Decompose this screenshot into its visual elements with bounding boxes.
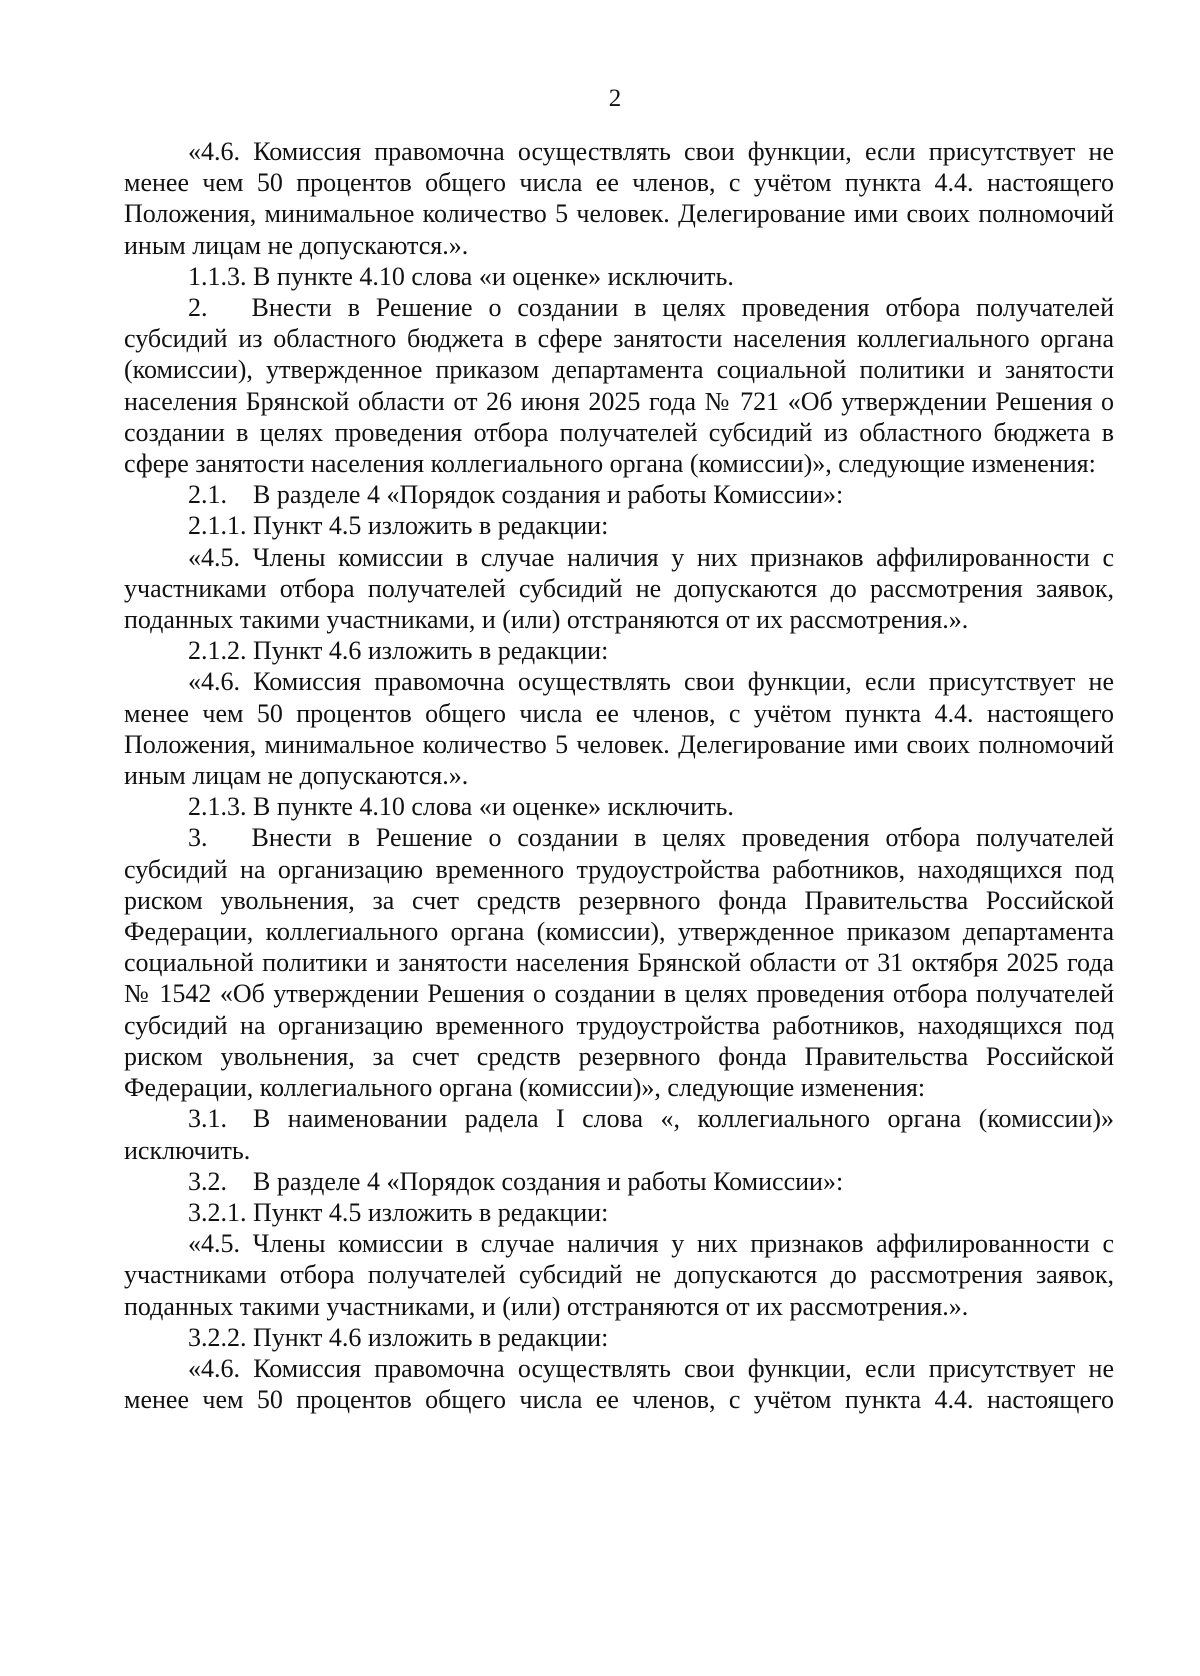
item-number: 2.1. [188,480,227,510]
paragraph-2-1-1: 2.1.1. Пункт 4.5 изложить в редакции: [188,511,609,541]
item-number: 3.2. [188,1166,227,1196]
paragraph-quote-4-6-partial: «4.6. Комиссия правомочна осуществлять свои функции, если присутствует не менее чем 50 процентов общего числа ее членов, с учётом пункта 4.4. настоящего [124,1353,1114,1415]
paragraph-item-3 [124,822,1114,1103]
item-text: В разделе 4 «Порядок создания и работы Комиссии»: [253,1166,844,1196]
page-number: 2 [608,85,622,112]
paragraph-1-1-3: 1.1.3. В пункте 4.10 слова «и оценке» исключить. [188,261,734,291]
paragraph-3-2-1: 3.2.1. Пункт 4.5 изложить в редакции: [188,1197,609,1227]
paragraph-3-1 [124,1103,1114,1165]
item-text: В разделе 4 «Порядок создания и работы Комиссии»: [253,480,844,510]
paragraph-quote-4-6: «4.6. Комиссия правомочна осуществлять свои функции, если присутствует не менее чем 50 процентов общего числа ее членов, с учётом пункта 4.4. настоящего Положения, минимальное количество 5 человек. Делегирование ими своих полномочий иным лицам не допускаются.». [124,137,1114,260]
item-text: Внести в Решение о создании в целях проведения отбора получателей субсидий на организацию временного трудоустройства работников, находящихся под риском увольнения, за счет средств резервного фонда Правительства Российской Федерации, коллегиального органа (комиссии), утвержденное приказом департамента социальной политики и занятости населения Брянской области от 31 октября 2025 года № 1542 «Об утверждении Решения о создании в целях проведения отбора получателей субсидий на организацию временного трудоустройства работников, находящихся под риском увольнения, за счет средств резервного фонда Правительства Российской Федерации, коллегиального органа (комиссии)», следующие изменения: [124,823,1114,1103]
paragraph-3-2 [124,1166,1114,1197]
paragraph-3-2-2: 3.2.2. Пункт 4.6 изложить в редакции: [188,1322,609,1352]
item-number: 3.1. [188,1104,227,1134]
paragraph-2-1 [124,479,1114,510]
item-text: В наименовании радела I слова «, коллегиального органа (комиссии)» исключить. [124,1104,1114,1165]
paragraph-2-1-2: 2.1.2. Пункт 4.6 изложить в редакции: [188,636,609,666]
paragraph-quote-4-5: «4.5. Члены комиссии в случае наличия у них признаков аффилированности с участниками отбора получателей субсидий не допускаются до рассмотрения заявок, поданных такими участниками, и (или) отстраняются от их рассмотрения.». [124,542,1114,635]
paragraph-item-2 [124,292,1114,479]
paragraph-quote-4-6: «4.6. Комиссия правомочна осуществлять свои функции, если присутствует не менее чем 50 процентов общего числа ее членов, с учётом пункта 4.4. настоящего Положения, минимальное количество 5 человек. Делегирование ими своих полномочий иным лицам не допускаются.». [124,667,1114,791]
item-number: 3. [188,823,208,853]
item-number: 2. [188,293,208,323]
paragraph-2-1-3: 2.1.3. В пункте 4.10 слова «и оценке» исключить. [188,792,734,822]
document-body [124,136,1114,1415]
paragraph-quote-4-5: «4.5. Члены комиссии в случае наличия у них признаков аффилированности с участниками отбора получателей субсидий не допускаются до рассмотрения заявок, поданных такими участниками, и (или) отстраняются от их рассмотрения.». [124,1229,1114,1321]
item-text: Внести в Решение о создании в целях проведения отбора получателей субсидий из областного бюджета в сфере занятости населения коллегиального органа (комиссии), утвержденное приказом департамента социальной политики и занятости населения Брянской области от 26 июня 2025 года № 721 «Об утверждении Решения о создании в целях проведения отбора получателей субсидий из областного бюджета в сфере занятости населения коллегиального органа (комиссии)», следующие изменения: [124,293,1114,479]
